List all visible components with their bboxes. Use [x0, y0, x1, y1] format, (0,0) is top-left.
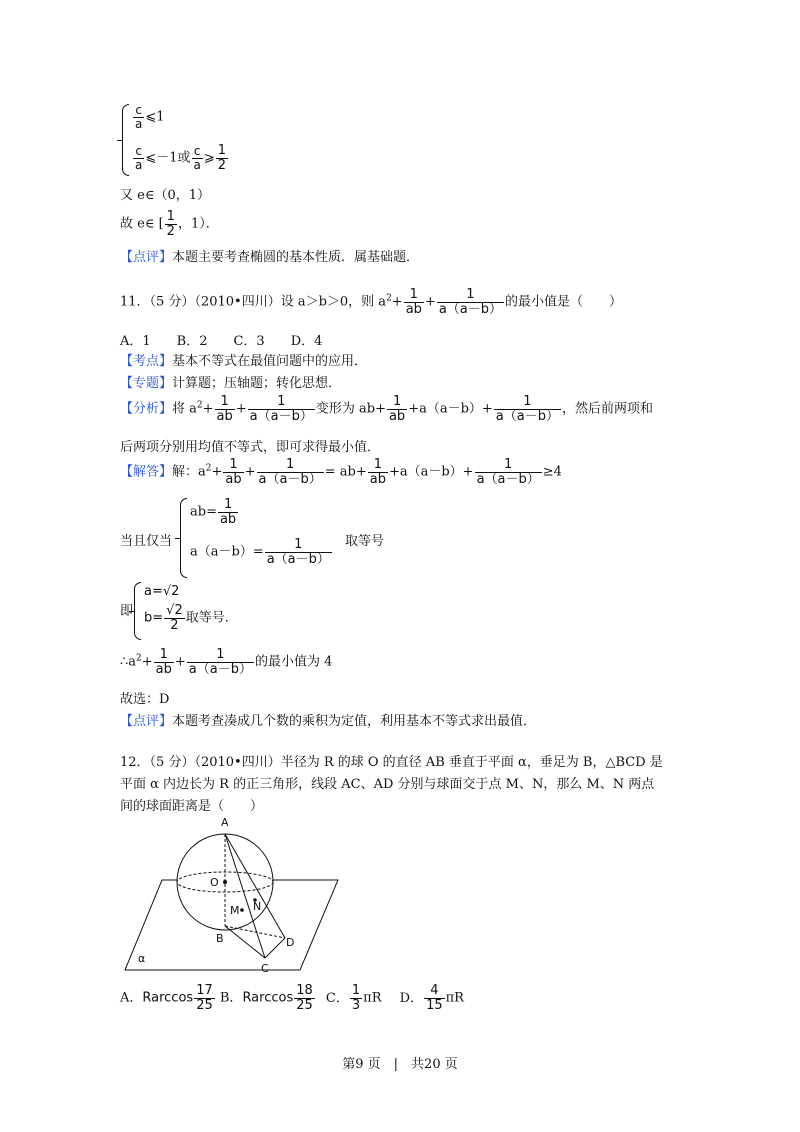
q12-stem-line1: 12．（5 分）（2010•四川）半径为 R 的球 O 的直径 AB 垂直于平面 α，垂足为 B，△BCD 是 — [120, 755, 663, 770]
q11-jieda: 【解答】解：$a^2+$ $\frac{1}{ab}$ + $\frac{1}{a(a-b)}$ = ab+ $\frac{1}{ab}$ +a（a－b）+ $\frac{1}{a(a-b)}$ ≥4 — [120, 457, 562, 487]
label-o: O — [210, 876, 219, 889]
condition-brace — [180, 498, 187, 578]
system-brace — [122, 104, 129, 176]
label-m: M — [230, 904, 240, 917]
q11-stem: 11．（5 分）（2010•四川）设 a＞b＞0，则 $a^2+$ $\frac{1}{ab}$ + $\frac{1}{a(a-b)}$ 的最小值是（ ） — [120, 287, 623, 317]
q12-stem-line2: 平面 α 内边长为 R 的正三角形，线段 AC、AD 分别与球面交于点 M、N，那么 M、N 两点 — [120, 777, 655, 792]
system-row-1: $\frac{c}{a}$ ⩽1 — [135, 103, 165, 131]
q11-kaodian: 【考点】基本不等式在最值问题中的应用． — [120, 354, 368, 369]
condition-row-2: a（a－b）= $\frac{1}{a(a-b)}$ — [190, 537, 330, 567]
label-b: B — [216, 932, 224, 945]
system-row-2: $\frac{c}{a}$ ⩽－1或 $\frac{c}{a}$ ⩾ $\frac{1}{2}$ — [135, 143, 227, 173]
e-range-line: 又 e∈（0，1） — [120, 188, 210, 203]
solution-b: b= $\frac{√2}{2}$ 取等号． — [144, 603, 238, 633]
q11-zhuanti: 【专题】计算题；压轴题；转化思想． — [120, 376, 342, 391]
label-alpha: α — [138, 952, 146, 965]
q11-choice: 故选：D — [120, 692, 170, 707]
q11-options: A．1 B．2 C．3 D．4 — [120, 334, 323, 349]
solution-brace — [134, 582, 141, 640]
comment-line-1: 【点评】本题主要考查椭圆的基本性质．属基础题． — [120, 250, 420, 265]
q11-comment: 【点评】本题考查凑成几个数的乘积为定值，利用基本不等式求出最值． — [120, 714, 537, 729]
result-line: 故 e∈ [ $\frac{1}{2}$ ，1）． — [120, 209, 219, 239]
q11-fenxi: 【分析】将 $a^2+$ $\frac{1}{ab}$ + $\frac{1}{a(a-b)}$ 变形为 ab+ $\frac{1}{ab}$ +a（a－b）+ $\frac{1}{a(a-b)}$ ，然后前两项和 — [120, 394, 653, 424]
dangqie-label: 当且仅当 — [120, 534, 173, 549]
equality-label: 取等号 — [345, 534, 385, 549]
page-footer: 第9 页 | 共20 页 — [342, 1057, 458, 1072]
center-point — [223, 880, 227, 884]
comment-tag: 【点评】 — [120, 250, 173, 265]
label-d: D — [286, 936, 295, 949]
condition-row-1: ab= $\frac{1}{ab}$ — [190, 497, 237, 527]
sphere-figure — [120, 810, 350, 980]
label-n: N — [253, 900, 262, 913]
line-bc — [225, 926, 265, 958]
q11-fenxi-line2: 后两项分别用均值不等式，即可求得最小值． — [120, 440, 381, 455]
label-c: C — [261, 962, 269, 975]
q12-options: A．Rarccos $\frac{17}{25}$ B．Rarccos $\frac{18}{25}$ C． $\frac{1}{3}$ πR D． $\frac{4}{15}$ πR — [120, 983, 464, 1013]
line-cd — [265, 938, 285, 958]
solution-a: a=√2 — [144, 584, 180, 599]
q12-stem-line3: 间的球面距离是（ ） — [120, 799, 264, 814]
ji-label: 即 — [120, 604, 134, 619]
label-a: A — [221, 816, 229, 829]
point-m — [240, 908, 244, 912]
q11-therefore: $\therefore a^2+$ $\frac{1}{ab}$ + $\frac{1}{a(a-b)}$ 的最小值为 4 — [120, 647, 333, 677]
